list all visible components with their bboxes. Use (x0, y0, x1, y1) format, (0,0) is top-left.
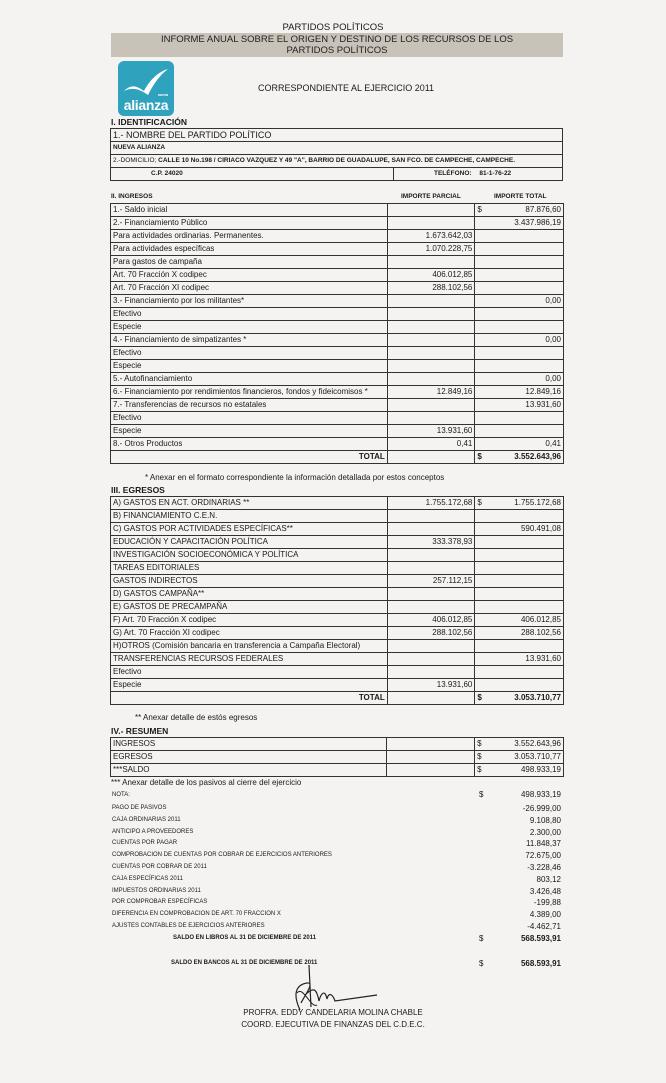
concept-label: F) Art. 70 Fracción X codipec (111, 614, 388, 627)
importe-total-cell (475, 679, 564, 692)
concept-label: Especie (111, 360, 388, 373)
nota-value: 498.933,19 (520, 790, 561, 799)
nota-item-label: CUENTAS POR PAGAR (112, 840, 178, 847)
importe-parcial-cell (387, 204, 475, 217)
concept-label: Efectivo (111, 412, 388, 425)
table-row (111, 347, 564, 360)
concept-label: INGRESOS (111, 738, 387, 751)
egresos-note: ** Anexar detalle de estós egresos (135, 713, 258, 722)
importe-total-value: 590.491,08 (520, 524, 561, 533)
currency-sign: $ (477, 765, 482, 774)
importe-total-value: 288.102,56 (520, 628, 561, 637)
nota-item-label: DIFERENCIA EN COMPROBACION DE ART. 70 FRACCION X (112, 911, 281, 918)
table-row (111, 334, 564, 347)
nota-item-label: CUENTAS POR COBRAR DE 2011 (112, 864, 207, 870)
importe-total-value: 12.849,16 (525, 387, 561, 396)
importe-total-cell (475, 575, 564, 588)
importe-parcial-cell (387, 256, 475, 269)
importe-parcial-cell (387, 653, 475, 666)
importe-total-cell (475, 243, 564, 256)
nota-item-label: IMPUESTOS ORDINARIAS 2011 (112, 887, 201, 894)
concept-label: 3.- Financiamiento por los militantes* (111, 295, 388, 308)
table-row (111, 217, 564, 230)
currency-sign: $ (477, 205, 482, 214)
importe-total-value: 0,00 (545, 374, 561, 383)
table-row (111, 308, 564, 321)
nota-item-value: 4.389,00 (529, 910, 561, 920)
importe-total-value: 0,41 (545, 439, 561, 448)
importe-parcial-cell: 1.755.172,68 (387, 497, 475, 510)
nota-item-value: -26.999,00 (522, 804, 561, 813)
importe-parcial-cell (387, 738, 475, 751)
concept-label: Efectivo (111, 347, 388, 360)
importe-parcial-cell: 0,41 (387, 438, 475, 451)
importe-parcial-cell (387, 412, 475, 425)
importe-parcial-cell (387, 601, 475, 614)
table-row (111, 738, 564, 751)
saldo-libros-label: SALDO EN LIBROS AL 31 DE DICIEMBRE DE 2011 (173, 935, 317, 941)
importe-parcial-cell (387, 764, 475, 777)
importe-total-cell (475, 373, 564, 386)
table-row (111, 230, 564, 243)
table-row (111, 562, 564, 575)
currency-sign: $ (477, 452, 482, 461)
concept-label: Para gastos de campaña (111, 256, 388, 269)
saldo-libros-value: 568.593,91 (520, 934, 561, 943)
table-row (111, 653, 564, 666)
nota-item-value: -4.462,71 (527, 922, 561, 931)
phone-value: 81-1-76-22 (479, 170, 512, 177)
importe-total-value: 406.012,85 (520, 615, 561, 624)
signer-title: COORD. EJECUTIVA DE FINANZAS DEL C.D.E.C. (241, 1020, 425, 1029)
report-subtitle-line2: PARTIDOS POLÍTICOS (286, 45, 388, 56)
ingresos-table (110, 203, 564, 464)
phone-label: TELÉFONO: (434, 170, 472, 177)
importe-total-cell (475, 510, 564, 523)
table-row (111, 269, 564, 282)
importe-parcial-cell (387, 399, 475, 412)
concept-label: H)OTROS (Comisión bancaria en transferencia a Campaña Electoral) (111, 640, 388, 653)
importe-parcial-cell (387, 549, 475, 562)
concept-label: GASTOS INDIRECTOS (111, 575, 388, 588)
importe-total-cell (475, 562, 564, 575)
concept-label: EDUCACIÓN Y CAPACITACIÓN POLÍTICA (111, 536, 388, 549)
importe-parcial-cell: 257.112,15 (387, 575, 475, 588)
signer-name: PROFRA. EDDY CANDELARIA MOLINA CHABLE (243, 1008, 423, 1017)
importe-total-cell (475, 601, 564, 614)
table-row (111, 399, 564, 412)
table-row (111, 386, 564, 399)
importe-total-cell (475, 217, 564, 230)
importe-parcial-cell (387, 373, 475, 386)
importe-total-cell (475, 549, 564, 562)
importe-total-cell (475, 738, 564, 751)
phone-cell (394, 168, 563, 181)
table-row (111, 614, 564, 627)
resumen-table (110, 737, 564, 777)
concept-label: Especie (111, 425, 388, 438)
importe-total-cell (475, 523, 564, 536)
concept-label: 7.- Transferencias de recursos no estatales (111, 399, 388, 412)
importe-total-cell (475, 614, 564, 627)
egresos-table (110, 496, 564, 705)
table-row (111, 549, 564, 562)
concept-label: G) Art. 70 Fracción XI codipec (111, 627, 388, 640)
currency-sign: $ (477, 693, 482, 702)
resumen-note: *** Anexar detalle de los pasivos al cierre del ejercicio (111, 778, 302, 787)
importe-total-value: 13.931,60 (525, 654, 561, 663)
nueva-alianza-logo (118, 61, 174, 116)
importe-parcial-cell (387, 562, 475, 575)
importe-total-cell (475, 256, 564, 269)
col-header-parcial: IMPORTE PARCIAL (401, 193, 461, 200)
section-resumen: IV.- RESUMEN (111, 726, 169, 736)
importe-total-value: 498.933,19 (520, 765, 561, 774)
total-value: 3.053.710,77 (514, 693, 561, 702)
ingresos-note: * Anexar en el formato correspondiente la información detallada por estos conceptos (145, 473, 445, 482)
importe-parcial-cell (387, 523, 475, 536)
importe-parcial-cell (387, 295, 475, 308)
total-parcial-empty (387, 451, 475, 464)
concept-label: E) GASTOS DE PRECAMPAÑA (111, 601, 388, 614)
total-row (111, 692, 564, 705)
importe-total-value: 0,00 (545, 335, 561, 344)
importe-parcial-cell (387, 321, 475, 334)
table-row (111, 412, 564, 425)
saldo-bancos-value: 568.593,91 (520, 959, 561, 968)
col-header-total: IMPORTE TOTAL (494, 193, 547, 200)
importe-parcial-cell (387, 334, 475, 347)
importe-total-cell (475, 360, 564, 373)
report-subtitle-line1: INFORME ANUAL SOBRE EL ORIGEN Y DESTINO DE LOS RECURSOS DE LOS (160, 34, 514, 45)
importe-parcial-cell: 1.673.642,03 (387, 230, 475, 243)
importe-total-cell (475, 588, 564, 601)
table-row (111, 282, 564, 295)
table-row (111, 438, 564, 451)
table-row (111, 256, 564, 269)
table-row (111, 497, 564, 510)
party-name: NUEVA ALIANZA (111, 142, 563, 155)
table-row (111, 243, 564, 256)
table-row (111, 373, 564, 386)
importe-total-value: 3.437.986,19 (514, 218, 561, 227)
importe-parcial-cell: 406.012,85 (387, 614, 475, 627)
importe-total-value: 0,00 (545, 296, 561, 305)
importe-total-cell (475, 438, 564, 451)
importe-parcial-cell: 333.378,93 (387, 536, 475, 549)
table-row (111, 360, 564, 373)
total-row (111, 451, 564, 464)
table-row (111, 764, 564, 777)
importe-total-value: 87.876,60 (525, 205, 561, 214)
concept-label: Art. 70 Fracción X codipec (111, 269, 388, 282)
nota-item-value: 2.300,00 (529, 827, 561, 837)
logo-brand-text: alianza (123, 97, 169, 113)
importe-total-cell (475, 497, 564, 510)
importe-parcial-cell: 406.012,85 (387, 269, 475, 282)
concept-label: 6.- Financiamiento por rendimientos financieros, fondos y fideicomisos * (111, 386, 388, 399)
importe-parcial-cell (387, 588, 475, 601)
saldo-bancos-label: SALDO EN BANCOS AL 31 DE DICIEMBRE DE 2011 (171, 960, 318, 966)
nota-currency: $ (479, 790, 484, 799)
importe-parcial-cell: 12.849,16 (387, 386, 475, 399)
currency-sign: $ (477, 739, 482, 748)
concept-label: A) GASTOS EN ACT. ORDINARIAS ** (111, 497, 388, 510)
importe-parcial-cell (387, 640, 475, 653)
importe-total-cell (475, 640, 564, 653)
concept-label: 5.- Autofinanciamiento (111, 373, 388, 386)
importe-total-cell (475, 334, 564, 347)
address-value: CALLE 10 No.198 / CIRIACO VAZQUEZ Y 49 "A", BARRIO DE GUADALUPE, SAN FCO. DE CAMPECHE, CAMPECHE. (158, 157, 516, 164)
address-row (111, 155, 563, 168)
concept-label: 4.- Financiamiento de simpatizantes * (111, 334, 388, 347)
concept-label: Art. 70 Fracción XI codipec (111, 282, 388, 295)
importe-parcial-cell (387, 360, 475, 373)
table-row (111, 204, 564, 217)
nota-item-value: -199,88 (533, 898, 561, 908)
importe-total-cell (475, 764, 564, 777)
importe-total-cell (475, 321, 564, 334)
nota-item-value: -3.228,46 (527, 863, 561, 872)
total-label: TOTAL (111, 692, 388, 705)
concept-label: EGRESOS (111, 751, 387, 764)
total-value-cell (475, 451, 564, 464)
table-row (111, 523, 564, 536)
importe-parcial-cell: 288.102,56 (387, 282, 475, 295)
concept-label: ***SALDO (111, 764, 387, 777)
section-ingresos: II. INGRESOS (111, 193, 153, 200)
importe-parcial-cell (387, 510, 475, 523)
total-parcial-empty (387, 692, 475, 705)
table-row (111, 751, 564, 764)
concept-label: Especie (111, 679, 388, 692)
table-row (111, 627, 564, 640)
concept-label: Efectivo (111, 308, 388, 321)
concept-label: D) GASTOS CAMPAÑA** (111, 588, 388, 601)
importe-parcial-cell: 13.931,60 (387, 425, 475, 438)
nota-item-value: 11.848,37 (526, 839, 561, 849)
nota-item-label: PAGO DE PASIVOS (112, 805, 167, 811)
importe-parcial-cell (387, 217, 475, 230)
section-egresos: III. EGRESOS (111, 485, 165, 495)
concept-label: Para actividades específicas (111, 243, 388, 256)
saldo-libros-currency: $ (479, 934, 484, 943)
fiscal-year-label: CORRESPONDIENTE AL EJERCICIO 2011 (258, 83, 435, 93)
table-row (111, 588, 564, 601)
importe-total-cell (475, 347, 564, 360)
importe-total-cell (475, 653, 564, 666)
table-row (111, 666, 564, 679)
party-name-label: 1.- NOMBRE DEL PARTIDO POLÍTICO (111, 129, 563, 142)
nota-item-value: 9.108,80 (529, 815, 561, 825)
concept-label: 8.- Otros Productos (111, 438, 388, 451)
importe-total-value: 1.755.172,68 (514, 498, 561, 507)
currency-sign: $ (477, 752, 482, 761)
nota-item-value: 72.675,00 (525, 851, 561, 861)
total-label: TOTAL (111, 451, 388, 464)
table-row (111, 601, 564, 614)
nota-item-label: COMPROBACION DE CUENTAS POR COBRAR DE EJERCICIOS ANTERIORES (112, 852, 332, 859)
importe-parcial-cell (387, 308, 475, 321)
importe-total-cell (475, 536, 564, 549)
importe-parcial-cell (387, 666, 475, 679)
importe-total-cell (475, 230, 564, 243)
table-row (111, 510, 564, 523)
table-row (111, 295, 564, 308)
section-identificacion: I. IDENTIFICACIÓN (111, 117, 188, 127)
importe-total-cell (475, 627, 564, 640)
total-value-cell (475, 692, 564, 705)
concept-label: B) FINANCIAMIENTO C.E.N. (111, 510, 388, 523)
table-row (111, 536, 564, 549)
total-value: 3.552.643,96 (514, 452, 561, 461)
concept-label: Efectivo (111, 666, 388, 679)
importe-total-cell (475, 204, 564, 217)
nota-item-label: POR COMPROBAR ESPECÍFICAS (112, 899, 208, 906)
document-title: PARTIDOS POLÍTICOS (282, 22, 384, 33)
report-subtitle-band (111, 33, 563, 57)
importe-total-cell (475, 751, 564, 764)
importe-total-value: 3.552.643,96 (514, 739, 561, 748)
table-row (111, 425, 564, 438)
table-row (111, 640, 564, 653)
table-row (111, 575, 564, 588)
concept-label: INVESTIGACIÓN SOCIOECONÓMICA Y POLÍTICA (111, 549, 388, 562)
importe-total-cell (475, 308, 564, 321)
importe-parcial-cell: 288.102,56 (387, 627, 475, 640)
importe-total-value: 13.931,60 (525, 400, 561, 409)
concept-label: TRANSFERENCIAS RECURSOS FEDERALES (111, 653, 388, 666)
concept-label: 2.- Financiamiento Público (111, 217, 388, 230)
concept-label: Para actividades ordinarias. Permanentes. (111, 230, 388, 243)
nota-item-value: 803,12 (536, 874, 561, 884)
postal-code: C.P. 24020 (111, 168, 394, 181)
nota-item-label: CAJA ORDINARIAS 2011 (112, 816, 181, 823)
table-row (111, 679, 564, 692)
logo-sub-text: nueva (157, 93, 168, 97)
importe-total-value: 3.053.710,77 (514, 752, 561, 761)
importe-total-cell (475, 295, 564, 308)
importe-parcial-cell (387, 347, 475, 360)
importe-total-cell (475, 386, 564, 399)
address-label: 2.-DOMICILIO; (113, 157, 157, 164)
importe-total-cell (475, 412, 564, 425)
nota-item-label: CAJA ESPECÍFICAS 2011 (112, 875, 183, 882)
importe-total-cell (475, 399, 564, 412)
concept-label: 1.- Saldo inicial (111, 204, 388, 217)
identification-table (110, 128, 563, 181)
importe-parcial-cell: 13.931,60 (387, 679, 475, 692)
saldo-bancos-currency: $ (479, 959, 484, 968)
concept-label: Especie (111, 321, 388, 334)
importe-total-cell (475, 425, 564, 438)
importe-parcial-cell (387, 751, 475, 764)
nota-item-label: AJUSTES CONTABLES DE EJERCICIOS ANTERIORES (112, 923, 265, 929)
nota-label: NOTA: (112, 792, 130, 798)
currency-sign: $ (477, 498, 482, 507)
importe-total-cell (475, 282, 564, 295)
concept-label: TAREAS EDITORIALES (111, 562, 388, 575)
concept-label: C) GASTOS POR ACTIVIDADES ESPECÍFICAS** (111, 523, 388, 536)
nota-item-value: 3.426,48 (529, 886, 561, 896)
nota-item-label: ANTICIPO A PROVEEDORES (112, 828, 194, 835)
importe-total-cell (475, 666, 564, 679)
importe-total-cell (475, 269, 564, 282)
table-row (111, 321, 564, 334)
importe-parcial-cell: 1.070.228,75 (387, 243, 475, 256)
